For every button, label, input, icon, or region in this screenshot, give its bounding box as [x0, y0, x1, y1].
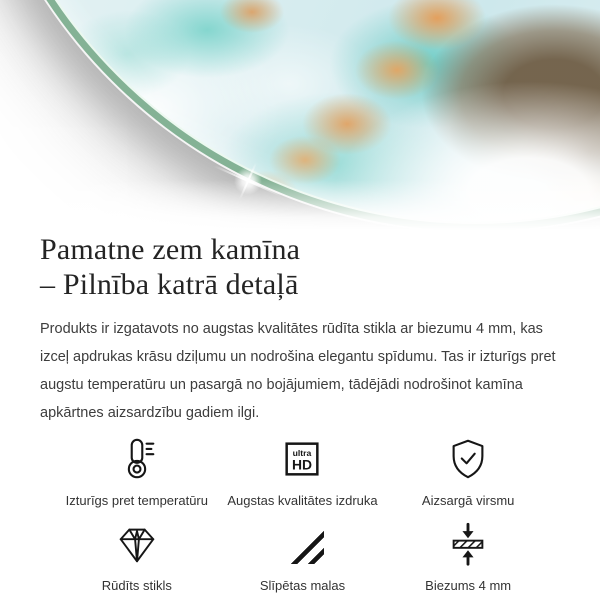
feature-label: Aizsargā virsmu [421, 493, 515, 508]
ultra-hd-badge-top: ultra [293, 448, 312, 459]
feature-item-beveled-edges [220, 521, 386, 594]
ultra-hd-badge-bottom: HD [292, 456, 313, 473]
feature-item-tempered-glass [54, 521, 220, 594]
thickness-icon [445, 521, 491, 567]
feature-label: Biezums 4 mm [425, 578, 512, 593]
feature-item-temperature [54, 436, 220, 509]
diagonal-stripes-shape [280, 524, 324, 564]
page-title [40, 232, 565, 302]
feature-label: Augstas kvalitātes izdruka [227, 493, 378, 508]
diamond-icon [114, 521, 160, 567]
feature-label: Izturīgs pret temperatūru [65, 493, 208, 508]
title-line-2: – Pilnība katrā detaļā [40, 268, 299, 301]
feature-item-thickness [385, 521, 551, 594]
thermometer-icon [114, 436, 160, 482]
feature-label: Slīpētas malas [259, 578, 346, 593]
feature-label: Rūdīts stikls [101, 578, 172, 593]
title-line-1: Pamatne zem kamīna [40, 233, 301, 266]
shield-check-icon [445, 436, 491, 482]
beveled-edges-icon [280, 521, 324, 567]
product-photo [0, 0, 600, 230]
feature-item-protects-surface [385, 436, 551, 509]
product-description-section [0, 232, 600, 594]
features-grid [40, 436, 565, 594]
feature-item-print-quality [220, 436, 386, 509]
product-description: Produkts ir izgatavots no augstas kvalitātes rūdīta stikla ar biezumu 4 mm, kas izceļ apdrukas krāsu dziļumu un nodrošina elegantu spīdumu. Tas ir izturīgs pret augstu temperatūru un pasargā no bojājumiem, tādējādi nodrošinot kamīna apkārtnes aizsardzību gadiem ilgi. [40, 321, 556, 421]
photo-bottom-fade [0, 180, 600, 230]
ultra-hd-icon [279, 436, 325, 482]
